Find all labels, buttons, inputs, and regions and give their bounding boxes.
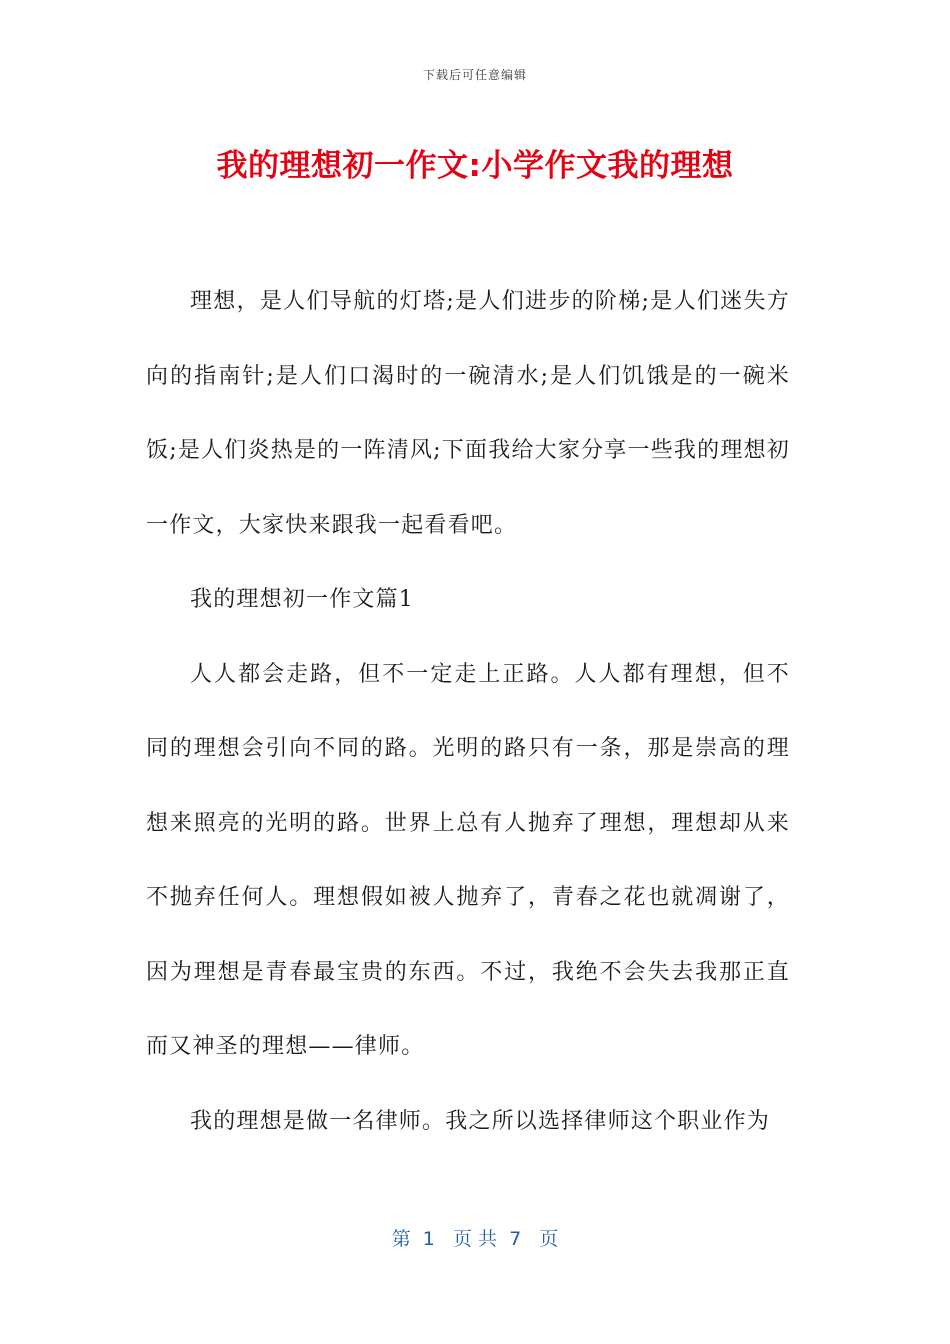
paragraph-intro: 理想，是人们导航的灯塔;是人们进步的阶梯;是人们迷失方向的指南针;是人们口渴时的一碗清水;是人们饥饿是的一碗米饭;是人们炎热是的一阵清风;下面我给大家分享一些我的理想初一作文，大家快来跟我一起看看吧。	[146, 289, 790, 538]
page-number: 第 1 页 共 7 页	[391, 1228, 559, 1250]
header-note: 下载后可任意编辑	[422, 68, 527, 82]
paragraph-body-2: 我的理想是做一名律师。我之所以选择律师这个职业作为	[190, 1108, 771, 1134]
document-body	[146, 265, 790, 1159]
document-title: 我的理想初一作文:小学作文我的理想	[216, 148, 734, 184]
paragraph-body-1: 人人都会走路，但不一定走上正路。人人都有理想，但不同的理想会引向不同的路。光明的路只有一条，那是崇高的理想来照亮的光明的路。世界上总有人抛弃了理想，理想却从来不抛弃任何人。理想假如被人抛弃了，青春之花也就凋谢了，因为理想是青春最宝贵的东西。不过，我绝不会失去我那正直而又神圣的理想——律师。	[146, 661, 790, 1059]
section-heading: 我的理想初一作文篇1	[190, 587, 414, 612]
